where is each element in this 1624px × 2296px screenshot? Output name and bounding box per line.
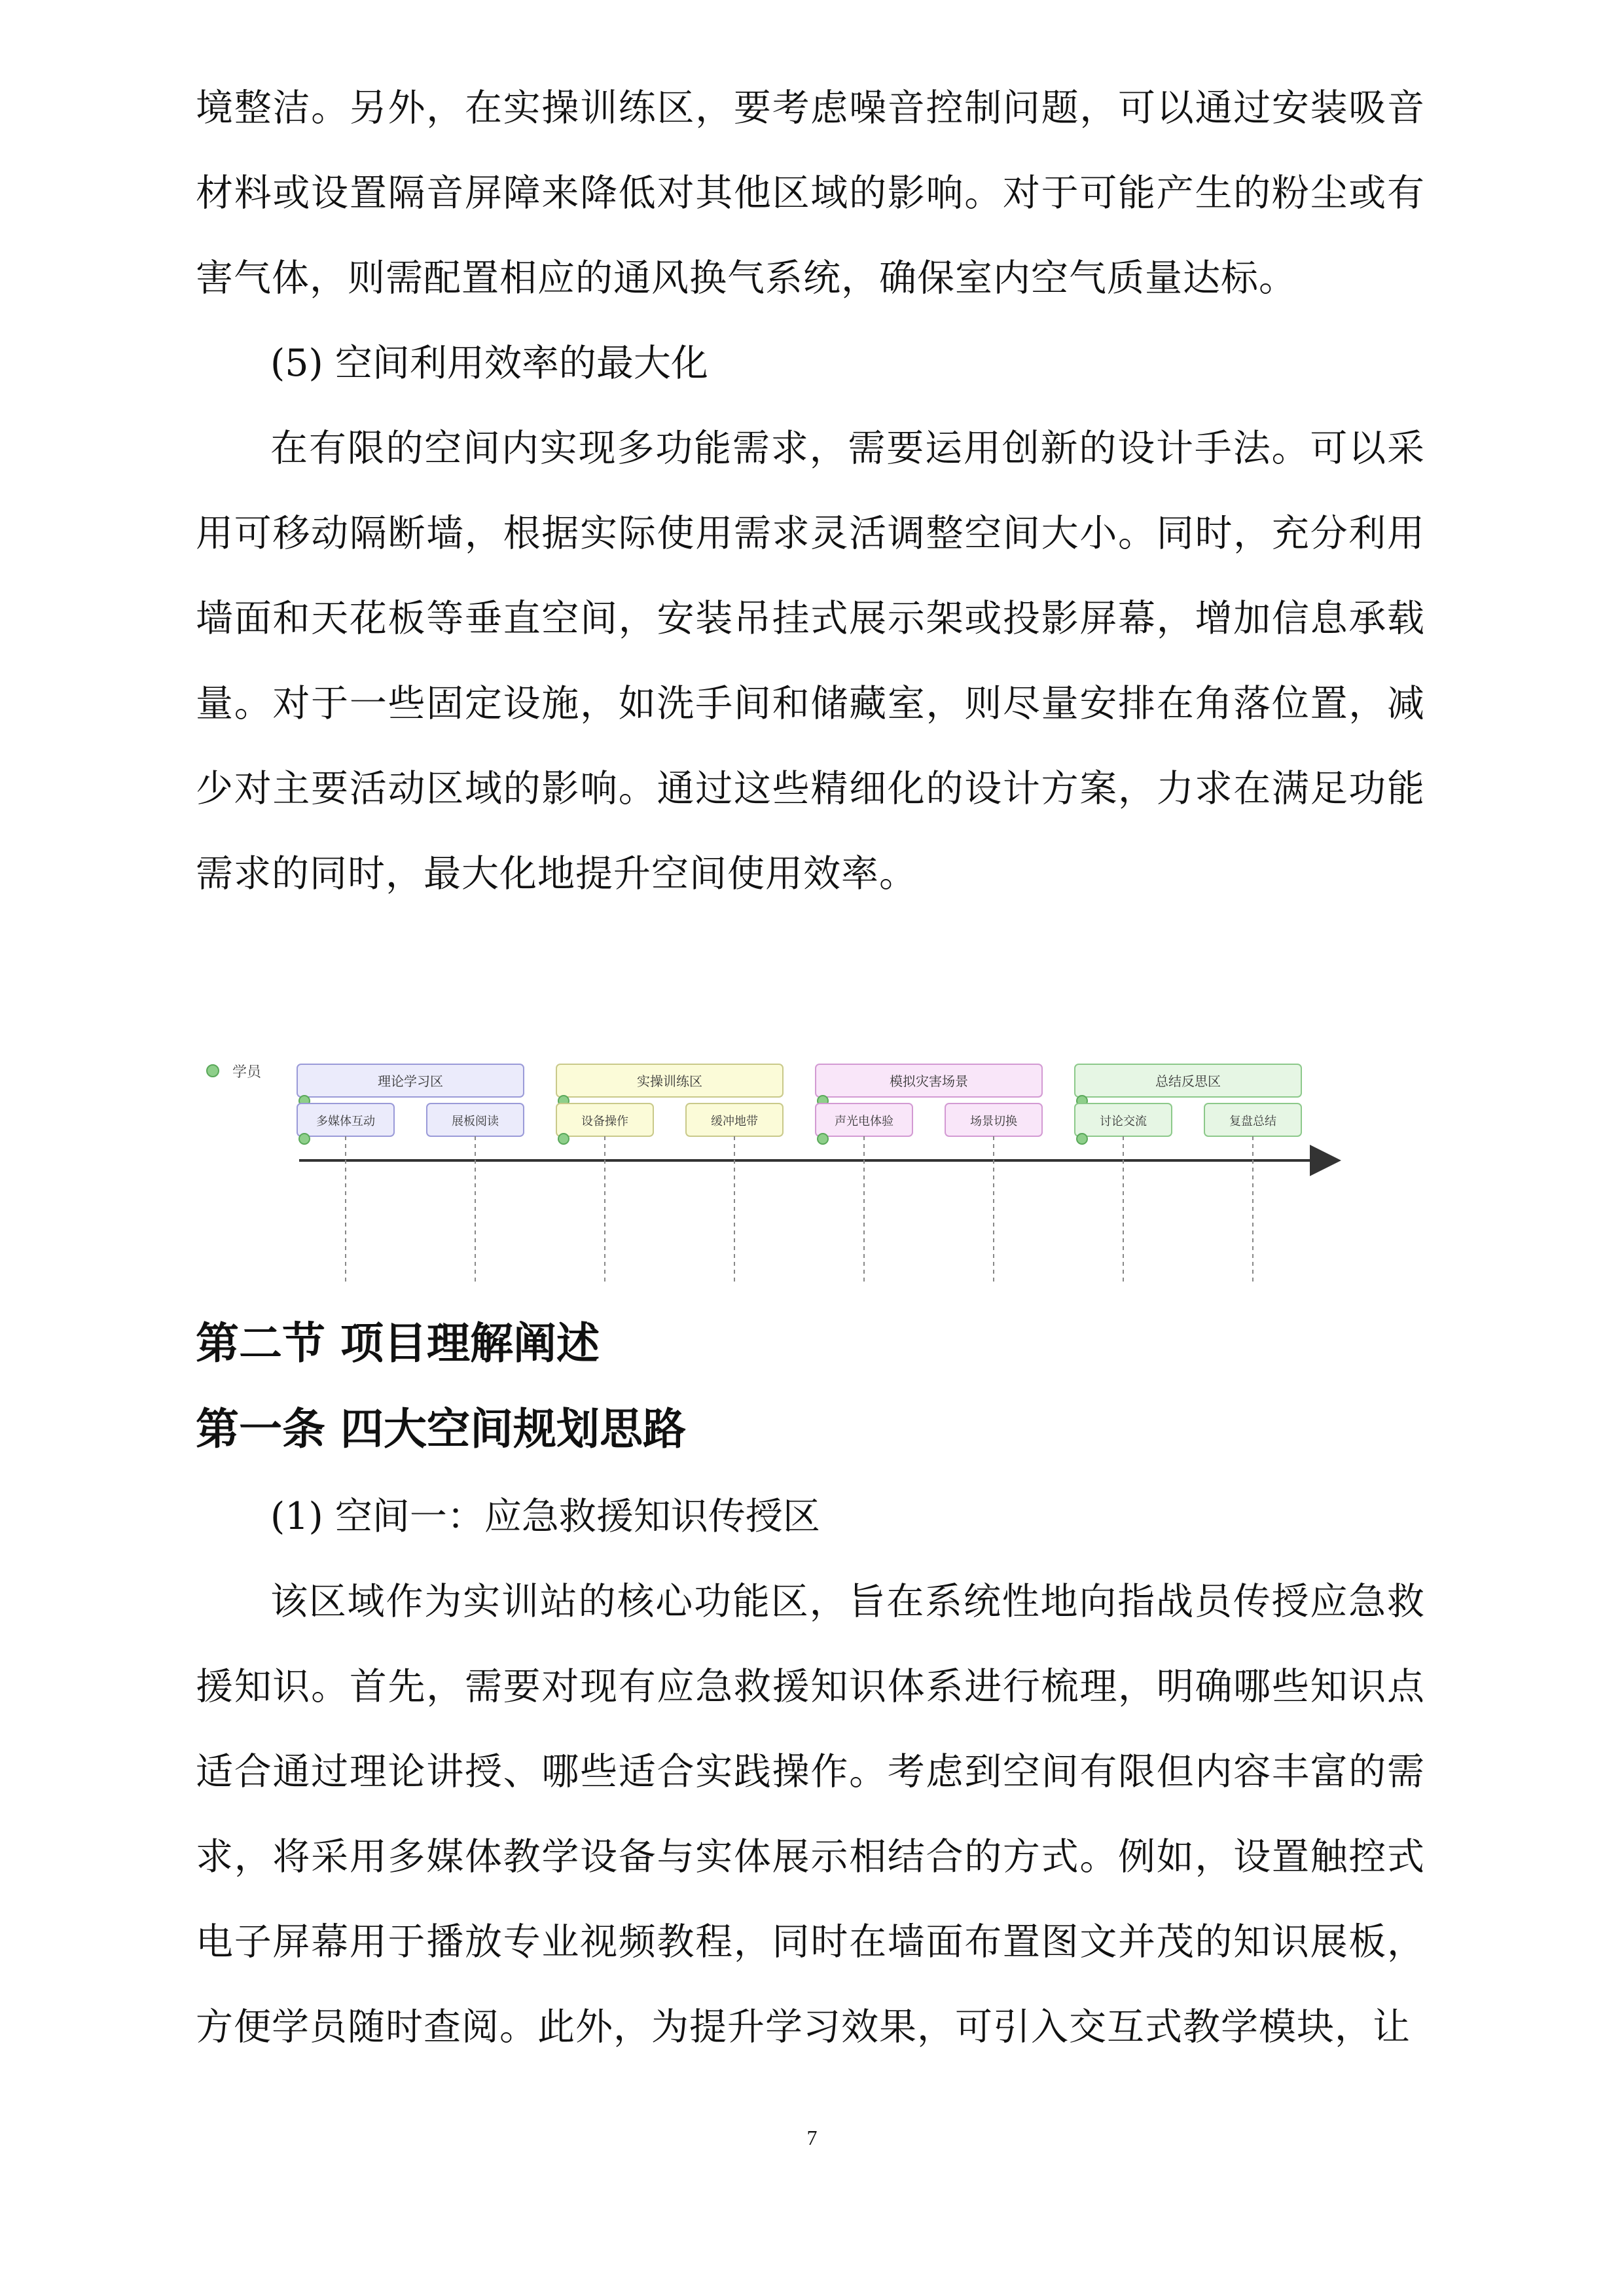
item-label: 声光电体验	[835, 1115, 893, 1128]
training-flow-diagram	[196, 1041, 1374, 1289]
phase-disaster-simulation	[816, 1064, 1042, 1283]
paragraph-knowledge-zone: 该区域作为实训站的核心功能区，旨在系统性地向指战员传授应急救援知识。首先，需要对现有应急救援知识体系进行梳理，明确哪些知识点适合通过理论讲授、哪些适合实践操作。考虑到空间有限但内容丰富的需求，将采用多媒体教学设备与实体展示相结合的方式。例如，设置触控式电子屏幕用于播放专业视频教程，同时在墙面布置图文并茂的知识展板，方便学员随时查阅。此外，为提升学习效果，可引入交互式教学模块，让	[196, 1580, 1425, 2049]
item-label: 展板阅读	[452, 1115, 499, 1128]
item-dot	[558, 1134, 569, 1144]
section-title: 第二节 项目理解阐述	[196, 1318, 600, 1369]
item-label: 复盘总结	[1229, 1115, 1276, 1128]
item-dot	[818, 1134, 828, 1144]
paragraph-air-quality: 境整洁。另外，在实操训练区，要考虑噪音控制问题，可以通过安装吸音材料或设置隔音屏障来降低对其他区域的影响。对于可能产生的粉尘或有害气体，则需配置相应的通风换气系统，确保室内空气质量达标。	[196, 86, 1425, 300]
phase-title: 理论学习区	[378, 1073, 443, 1089]
item-dot	[1077, 1134, 1087, 1144]
phase-summary-reflection	[1075, 1064, 1301, 1283]
item-label: 场景切换	[970, 1115, 1017, 1128]
phase-theory-learning	[297, 1064, 524, 1283]
legend-dot	[207, 1065, 219, 1077]
phase-title: 实操训练区	[637, 1073, 702, 1089]
subheading-space-one: (1) 空间一：应急救援知识传授区	[270, 1495, 820, 1538]
phase-title: 模拟灾害场景	[890, 1073, 968, 1089]
item-label: 设备操作	[581, 1115, 628, 1128]
legend-label: 学员	[232, 1064, 262, 1081]
item-dot	[299, 1134, 310, 1144]
phase-title: 总结反思区	[1155, 1073, 1221, 1089]
paragraph-space-efficiency: 在有限的空间内实现多功能需求，需要运用创新的设计手法。可以采用可移动隔断墙，根据实际使用需求灵活调整空间大小。同时，充分利用墙面和天花板等垂直空间，安装吊挂式展示架或投影屏幕，增加信息承载量。对于一些固定设施，如洗手间和储藏室，则尽量安排在角落位置，减少对主要活动区域的影响。通过这些精细化的设计方案，力求在满足功能需求的同时，最大化地提升空间使用效率。	[196, 427, 1425, 895]
item-label: 讨论交流	[1100, 1115, 1147, 1128]
article-title: 第一条 四大空间规划思路	[196, 1403, 686, 1454]
item-label: 缓冲地带	[711, 1115, 758, 1128]
page-number: 7	[806, 2126, 818, 2149]
item-label: 多媒体互动	[316, 1115, 375, 1128]
legend	[207, 1064, 262, 1081]
phase-practical-training	[556, 1064, 783, 1283]
subheading-space-efficiency: (5) 空间利用效率的最大化	[270, 342, 708, 385]
